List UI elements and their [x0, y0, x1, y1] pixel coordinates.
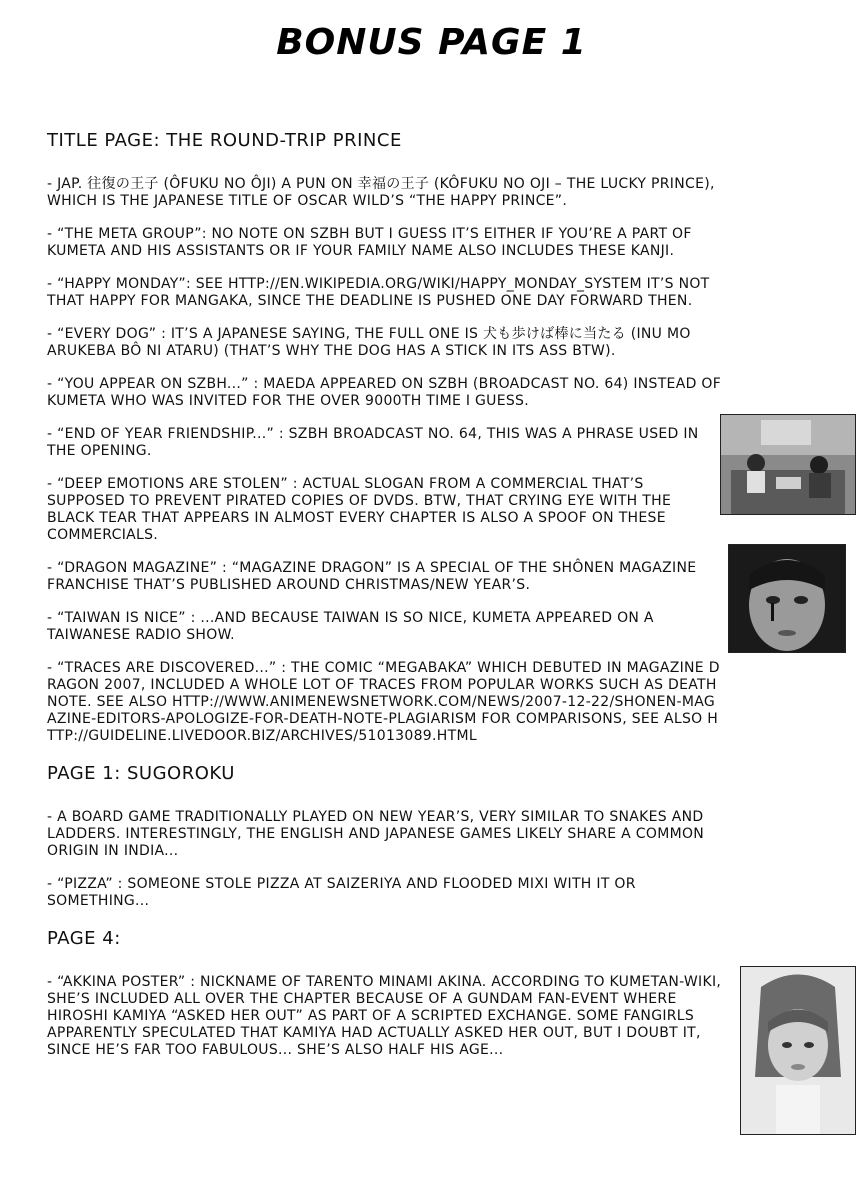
portrait-photo: [740, 966, 856, 1135]
crying-face-photo: [728, 544, 846, 653]
note-text: - “DEEP EMOTIONS ARE STOLEN” : ACTUAL SLOGAN FROM A COMMERCIAL THAT’S SUPPOSED TO PREVENT PIRATED COPIES OF DVDS. BTW, THAT CRYING EYE WITH THE BLACK TEAR THAT APPEARS IN ALMOST EVERY CHAPTER IS ALSO A SPOOF ON THESE COMMERCIALS.: [47, 476, 672, 543]
note-text: - JAP. 往復の王子 (ÔFUKU NO ÔJI) A PUN ON 幸福の王子 (KÔFUKU NO OJI – THE LUCKY PRINCE), WHICH IS THE JAPANESE TITLE OF OSCAR WILD’S “THE HAPPY PRINCE”.: [47, 176, 715, 209]
note-text: - “TRACES ARE DISCOVERED...” : THE COMIC “MEGABAKA” WHICH DEBUTED IN MAGAZINE DRAGON 2007, INCLUDED A WHOLE LOT OF TRACES FROM POPULAR WORKS SUCH AS DEATH NOTE. SEE ALSO HTTP://WWW.ANIMENEWSNETWORK.COM/NEWS/2007-12-22/SHONEN-MAGAZINE-EDITORS-APOLOGIZE-FOR-DEATH-NOTE-PLAGIARISM FOR COMPARISONS, SEE ALSO HTTP://GUIDELINE.LIVEDOOR.BIZ/ARCHIVES/51013089.HTML: [47, 660, 720, 744]
note-text: - “AKKINA POSTER” : NICKNAME OF TARENTO MINAMI AKINA. ACCORDING TO KUMETAN-WIKI, SHE’S INCLUDED ALL OVER THE CHAPTER BECAUSE OF A GUNDAM FAN-EVENT WHERE HIROSHI KAMIYA “ASKED HER OUT” AS PART OF A SCRIPTED EXCHANGE. SOME FANGIRLS APPARENTLY SPECULATED THAT KAMIYA HAD ACTUALLY ASKED HER OUT, BUT I DOUBT IT, SINCE HE’S FAR TOO FABULOUS... SHE’S ALSO HALF HIS AGE...: [47, 974, 722, 1058]
radio-studio-photo: [720, 414, 856, 515]
note-text: - “EVERY DOG” : IT’S A JAPANESE SAYING, THE FULL ONE IS 犬も歩けば棒に当たる (INU MO ARUKEBA BÔ NI ATARU) (THAT’S WHY THE DOG HAS A STICK IN ITS ASS BTW).: [47, 326, 691, 359]
page-title: BONUS PAGE 1: [276, 22, 587, 63]
note-text: - “DRAGON MAGAZINE” : “MAGAZINE DRAGON” IS A SPECIAL OF THE SHÔNEN MAGAZINE FRANCHISE THAT’S PUBLISHED AROUND CHRISTMAS/NEW YEAR’S.: [47, 560, 697, 593]
note-text: - A BOARD GAME TRADITIONALLY PLAYED ON NEW YEAR’S, VERY SIMILAR TO SNAKES AND LADDERS. INTERESTINGLY, THE ENGLISH AND JAPANESE GAMES LIKELY SHARE A COMMON ORIGIN IN INDIA...: [47, 809, 705, 859]
section-title: PAGE 1: SUGOROKU: [47, 763, 235, 784]
section-title: TITLE PAGE: THE ROUND-TRIP PRINCE: [47, 130, 402, 151]
note-text: - “HAPPY MONDAY”: SEE HTTP://EN.WIKIPEDIA.ORG/WIKI/HAPPY_MONDAY_SYSTEM IT’S NOT THAT HAPPY FOR MANGAKA, SINCE THE DEADLINE IS PUSHED ONE DAY FORWARD THEN.: [47, 276, 710, 309]
note-text: - “THE META GROUP”: NO NOTE ON SZBH BUT I GUESS IT’S EITHER IF YOU’RE A PART OF KUMETA AND HIS ASSISTANTS OR IF YOUR FAMILY NAME ALSO INCLUDES THESE KANJI.: [47, 226, 692, 259]
note-text: - “END OF YEAR FRIENDSHIP...” : SZBH BROADCAST NO. 64, THIS WAS A PHRASE USED IN THE OPENING.: [47, 426, 699, 459]
note-text: - “PIZZA” : SOMEONE STOLE PIZZA AT SAIZERIYA AND FLOODED MIXI WITH IT OR SOMETHING...: [47, 876, 636, 909]
note-text: - “TAIWAN IS NICE” : ...AND BECAUSE TAIWAN IS SO NICE, KUMETA APPEARED ON A TAIWANESE RADIO SHOW.: [47, 610, 654, 643]
note-text: - “YOU APPEAR ON SZBH...” : MAEDA APPEARED ON SZBH (BROADCAST NO. 64) INSTEAD OF KUMETA WHO WAS INVITED FOR THE OVER 9000TH TIME I GUESS.: [47, 376, 722, 409]
section-title: PAGE 4:: [47, 928, 121, 949]
notes-content: [47, 130, 722, 1075]
